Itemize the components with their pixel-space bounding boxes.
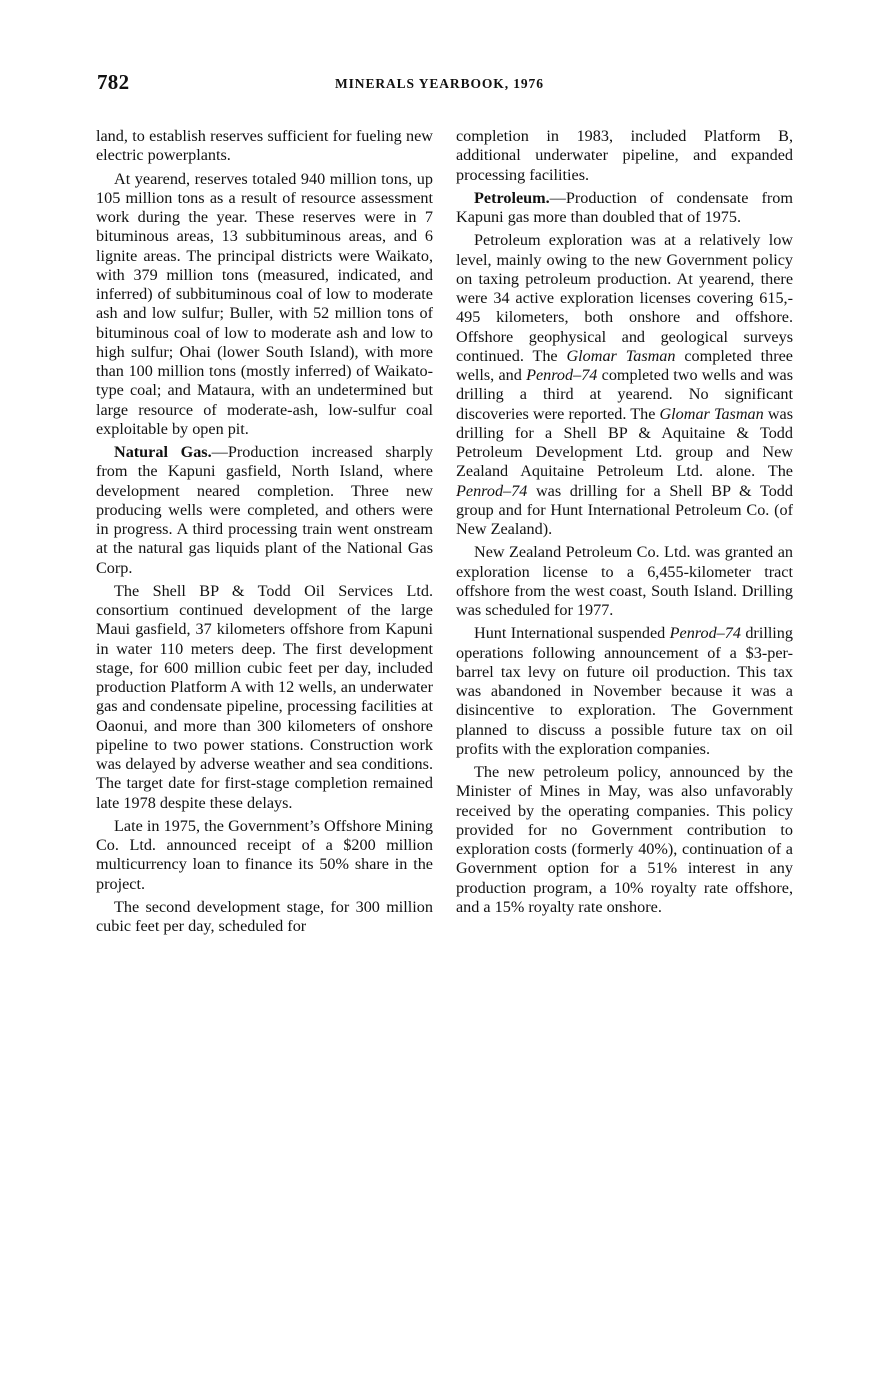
section-heading-petroleum: Petroleum.: [474, 188, 550, 207]
right-column: [456, 127, 793, 921]
vessel-name: Penrod–74: [669, 624, 741, 643]
paragraph: land, to establish reserves sufficient for fueling new electric powerplants.: [96, 127, 433, 165]
text-run: Petroleum exploration was at a relatively low level, mainly owing to the new Government policy on taxing petroleum production. At yearend, there were 34 active exploration licenses covering 615,495 kilometers, both onshore and offshore. Offshore geophysical and geological surveys continued. The: [456, 231, 793, 365]
paragraph-text: —Production of condensate from Kapuni gas more than doubled that of 1975.: [456, 188, 793, 226]
vessel-name: Penrod–74: [456, 481, 528, 500]
paragraph: Late in 1975, the Government’s Offshore Mining Co. Ltd. announced receipt of a $200 million multicurrency loan to finance its 50% share in the project.: [96, 816, 433, 893]
paragraph: New Zealand Petroleum Co. Ltd. was granted an exploration license to a 6,455-kilometer tract offshore from the west coast, South Island. Drilling was scheduled for 1977.: [456, 543, 793, 619]
text-run: was drilling for a Shell BP & Aquitaine & Todd Petroleum Development Ltd. group and New Zealand Aquitaine Petroleum Ltd. alone. The: [456, 404, 793, 481]
paragraph-petroleum: [456, 189, 793, 228]
paragraph: The new petroleum policy, announced by the Minister of Mines in May, was also unfavorably received by the operating companies. This policy provided for no Government contribution to exploration costs (formerly 40%), continuation of a Government option for a 51% interest in any production program, a 10% royalty rate offshore, and a 15% royalty rate onshore.: [456, 763, 793, 916]
text-run: drilling operations following announcement of a $3-per-barrel tax levy on future oil production. This tax was abandoned in November because it was a disincentive to exploration. The Government planned to discuss a possible future tax on oil profits with the exploration companies.: [456, 624, 793, 758]
page-number: 782: [97, 70, 130, 94]
vessel-name: Glomar Tasman: [659, 404, 764, 423]
text-run: completed two wells and was drilling a third at yearend. No significant discoveries were reported. The: [456, 366, 793, 423]
paragraph: The Shell BP & Todd Oil Services Ltd. consortium continued development of the large Maui gasfield, 37 kilometers offshore from Kapuni in water 110 meters deep. The first development stage, for 600 million cubic feet per day, included production Platform A with 12 wells, an underwater gas and condensate pipeline, processing facilities at Oaonui, and more than 300 kilometers of onshore pipeline to two power stations. Construction work was delayed by adverse weather and sea conditions. The target date for first-stage completion remained late 1978 despite these delays.: [96, 581, 433, 812]
running-head: MINERALS YEARBOOK, 1976: [335, 76, 544, 91]
paragraph-text: —Production increased sharply from the Kapuni gasfield, North Island, where development neared completion. Three new producing wells were completed, and others were in progress. A third processing train went onstream at the natural gas liquids plant of the National Gas Corp.: [96, 443, 433, 577]
paragraph: completion in 1983, included Platform B, additional underwater pipeline, and expanded processing facilities.: [456, 127, 793, 184]
vessel-name: Glomar Tasman: [566, 346, 676, 365]
paragraph-natural-gas: [96, 443, 433, 578]
text-run: completed three wells, and: [456, 346, 793, 384]
section-heading-natural-gas: Natural Gas.: [114, 443, 212, 461]
vessel-name: Penrod–74: [526, 366, 598, 384]
text-run: was drilling for a Shell BP & Todd group and for Hunt International Petroleum Co. (of New Zealand).: [456, 481, 793, 538]
paragraph: The second development stage, for 300 million cubic feet per day, scheduled for: [96, 897, 433, 935]
paragraph: [456, 231, 793, 539]
left-column: [96, 127, 433, 940]
paragraph: At yearend, reserves totaled 940 million tons, up 105 million tons as a result of resource assessment work during the year. These reserves were in 7 bituminous areas, 13 subbituminous areas, and 6 lignite areas. The principal districts were Waikato, with 379 million tons (measured, indicated, and inferred) of subbituminous coal of low to moderate ash and low sulfur; Buller, with 52 million tons of bituminous coal of low to moderate ash and low to high sulfur; Ohai (lower South Island), with more than 100 million tons (mostly inferred) of Waikato-type coal; and Mataura, with an undetermined but large resource of moderate-ash, low-sulfur coal exploitable by open pit.: [96, 169, 433, 438]
text-run: Hunt International suspended: [474, 624, 670, 643]
paragraph: [456, 624, 793, 759]
